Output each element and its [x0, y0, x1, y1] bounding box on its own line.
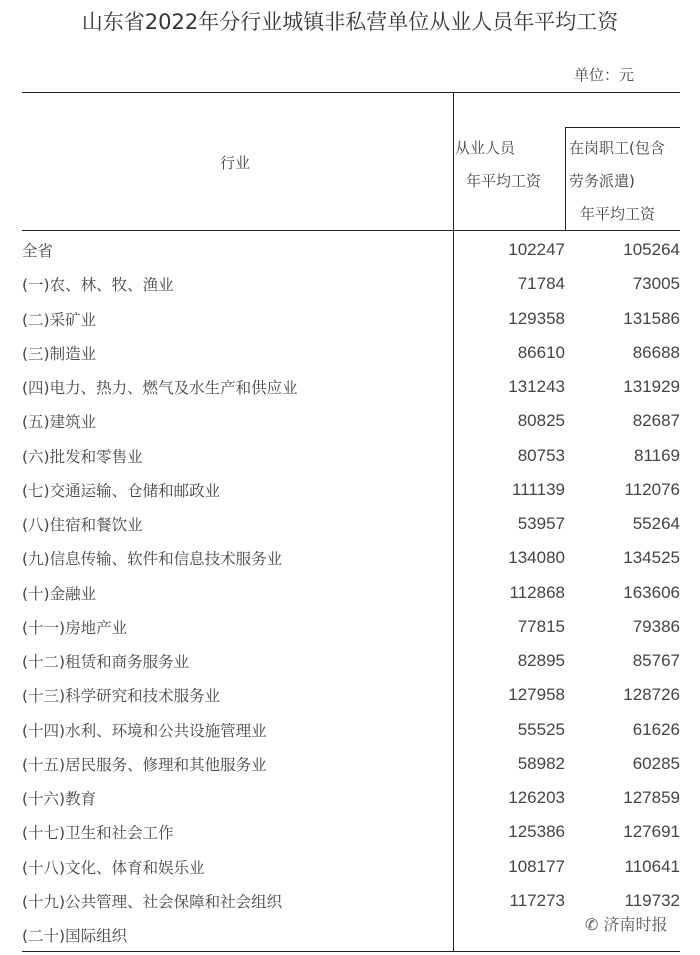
- header-col2-line3: 年平均工资: [580, 205, 656, 223]
- header-bottom-border: [22, 230, 680, 231]
- row-employee-avg-wage: 71784: [517, 274, 565, 294]
- row-employee-avg-wage: 80753: [517, 445, 565, 465]
- table-row: [22, 473, 680, 507]
- row-industry-name: (七)交通运输、仓储和邮政业: [22, 481, 221, 500]
- table-row: [22, 747, 680, 781]
- row-onpost-avg-wage: 112076: [624, 479, 680, 499]
- row-employee-avg-wage: 131243: [508, 377, 565, 397]
- header-col2-line1: 在岗职工(包含: [569, 139, 665, 157]
- row-employee-avg-wage: 82895: [517, 651, 565, 671]
- watermark: ✆ 济南时报: [583, 912, 670, 935]
- row-industry-name: (十九)公共管理、社会保障和社会组织: [22, 892, 283, 911]
- row-onpost-avg-wage: 128726: [623, 685, 680, 705]
- table-row: [22, 781, 680, 815]
- row-onpost-avg-wage: 86688: [632, 342, 680, 362]
- row-onpost-avg-wage: 110641: [624, 856, 680, 876]
- table-row: [22, 918, 680, 952]
- row-industry-name: (十四)水利、环境和公共设施管理业: [22, 721, 267, 740]
- row-onpost-avg-wage: 105264: [623, 240, 680, 260]
- table-row: [22, 713, 680, 747]
- row-onpost-avg-wage: 119732: [624, 890, 680, 910]
- row-industry-name: (四)电力、热力、燃气及水生产和供应业: [22, 379, 298, 398]
- row-industry-name: (十八)文化、体育和娱乐业: [22, 858, 205, 877]
- row-onpost-avg-wage: 131929: [623, 377, 680, 397]
- row-onpost-avg-wage: 60285: [632, 753, 680, 773]
- row-onpost-avg-wage: 131586: [623, 308, 680, 328]
- table-row: [22, 884, 680, 918]
- row-industry-name: (十二)租赁和商务服务业: [22, 653, 190, 672]
- table-body: [22, 233, 680, 952]
- row-industry-name: (十五)居民服务、修理和其他服务业: [22, 755, 267, 774]
- table-row: [22, 439, 680, 473]
- row-industry-name: (六)批发和零售业: [22, 447, 143, 466]
- row-employee-avg-wage: 125386: [508, 822, 565, 842]
- table-row: [22, 541, 680, 575]
- row-industry-name: 全省: [22, 242, 54, 261]
- table-row: [22, 267, 680, 301]
- row-employee-avg-wage: 112868: [509, 582, 565, 602]
- row-employee-avg-wage: 127958: [508, 685, 565, 705]
- row-employee-avg-wage: 53957: [517, 514, 565, 534]
- row-employee-avg-wage: 77815: [517, 616, 565, 636]
- row-employee-avg-wage: 134080: [508, 548, 565, 568]
- row-onpost-avg-wage: 55264: [632, 514, 680, 534]
- row-industry-name: (二十)国际组织: [22, 927, 128, 946]
- row-industry-name: (九)信息传输、软件和信息技术服务业: [22, 550, 283, 569]
- table-row: [22, 850, 680, 884]
- row-employee-avg-wage: 58982: [517, 753, 565, 773]
- header-industry: 行业: [220, 154, 251, 172]
- row-employee-avg-wage: 126203: [508, 788, 565, 808]
- row-onpost-avg-wage: 73005: [632, 274, 680, 294]
- row-onpost-avg-wage: 163606: [623, 582, 680, 602]
- row-industry-name: (十三)科学研究和技术服务业: [22, 687, 221, 706]
- page-title: 山东省2022年分行业城镇非私营单位从业人员年平均工资: [81, 10, 619, 34]
- row-onpost-avg-wage: 61626: [632, 719, 680, 739]
- row-onpost-avg-wage: 82687: [632, 411, 680, 431]
- table-row: [22, 336, 680, 370]
- header-col2-line2: 劳务派遣): [569, 172, 635, 190]
- table-row: [22, 370, 680, 404]
- row-industry-name: (十)金融业: [22, 584, 97, 603]
- row-onpost-avg-wage: 127691: [623, 822, 680, 842]
- header-col1-line2: 年平均工资: [466, 172, 542, 190]
- header-col1-line1: 从业人员: [455, 139, 516, 157]
- row-industry-name: (二)采矿业: [22, 310, 97, 329]
- unit-label: 单位：元: [573, 66, 634, 84]
- table-row: [22, 507, 680, 541]
- row-onpost-avg-wage: 127859: [623, 788, 680, 808]
- table-row: [22, 644, 680, 678]
- row-employee-avg-wage: 129358: [508, 308, 565, 328]
- row-employee-avg-wage: 117273: [509, 890, 565, 910]
- row-industry-name: (五)建筑业: [22, 413, 97, 432]
- table-row: [22, 678, 680, 712]
- row-onpost-avg-wage: 81169: [633, 445, 680, 465]
- row-employee-avg-wage: 55525: [517, 719, 565, 739]
- row-onpost-avg-wage: 134525: [623, 548, 680, 568]
- row-onpost-avg-wage: 79386: [632, 616, 680, 636]
- header-sub-divider: [565, 127, 566, 230]
- row-employee-avg-wage: 111139: [512, 479, 565, 499]
- table-row: [22, 610, 680, 644]
- row-employee-avg-wage: 86610: [517, 342, 565, 362]
- row-industry-name: (十六)教育: [22, 790, 97, 809]
- row-employee-avg-wage: 108177: [508, 856, 565, 876]
- row-industry-name: (十一)房地产业: [22, 618, 128, 637]
- header-sub-border: [565, 127, 680, 128]
- row-onpost-avg-wage: 85767: [632, 651, 680, 671]
- table-row: [22, 233, 680, 267]
- row-employee-avg-wage: 80825: [517, 411, 565, 431]
- wechat-icon: ✆: [585, 915, 604, 934]
- row-industry-name: (一)农、林、牧、渔业: [22, 276, 174, 295]
- table-top-border: [22, 92, 680, 93]
- table-row: [22, 576, 680, 610]
- row-industry-name: (三)制造业: [22, 344, 97, 363]
- row-industry-name: (十七)卫生和社会工作: [22, 824, 174, 843]
- table-row: [22, 815, 680, 849]
- row-employee-avg-wage: 102247: [508, 240, 565, 260]
- table-row: [22, 404, 680, 438]
- row-industry-name: (八)住宿和餐饮业: [22, 516, 143, 535]
- table-row: [22, 302, 680, 336]
